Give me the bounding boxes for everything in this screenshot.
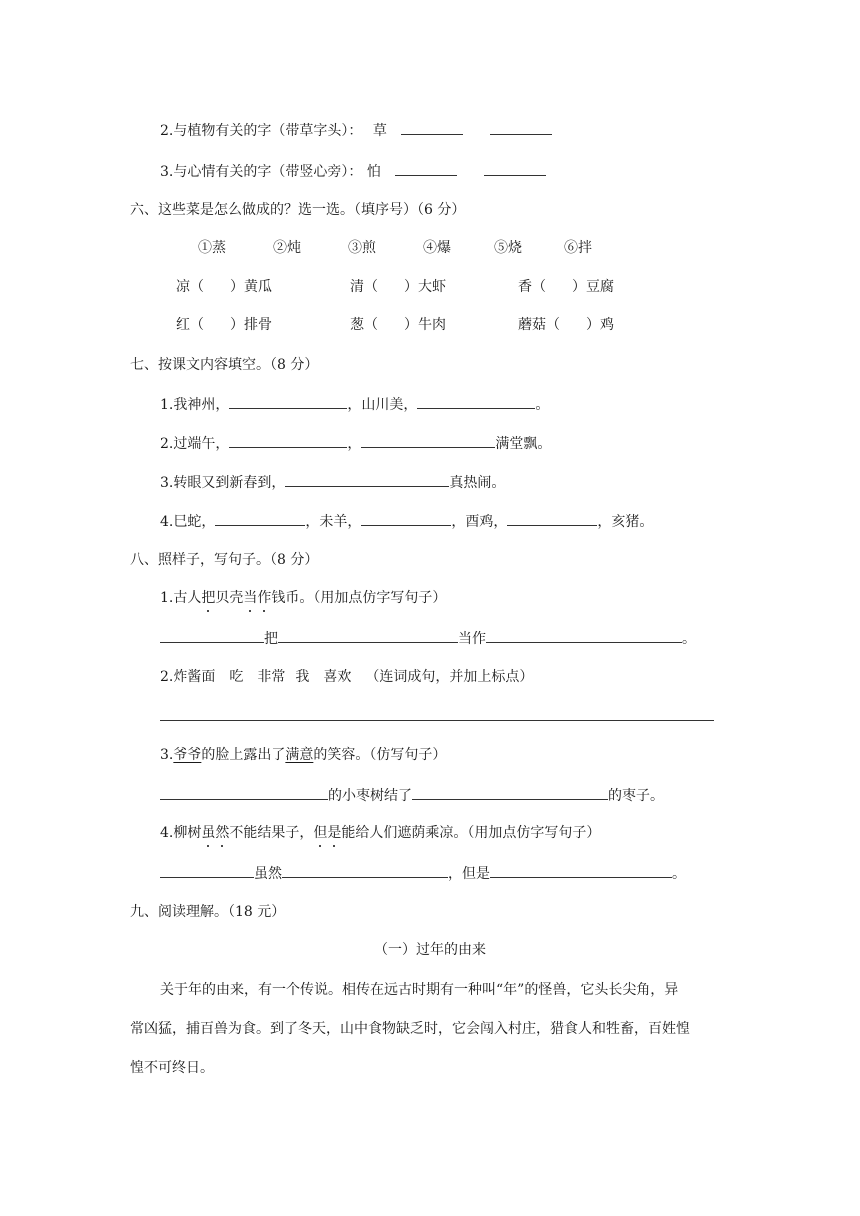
answer-blank[interactable] [412,785,608,800]
answer-blank[interactable] [160,628,264,643]
answer-blank[interactable] [215,511,305,526]
section-7-title: 七、按课文内容填空。（8 分） [130,357,319,373]
reading-paragraph: 惶不可终日。 [130,1060,214,1076]
answer-blank[interactable] [361,511,451,526]
answer-blank[interactable] [229,394,347,409]
dish-row-2 [176,315,614,335]
answer-blank[interactable] [395,161,457,176]
dotted-char: 作 [257,590,272,606]
answer-blank[interactable] [486,628,682,643]
answer-blank[interactable] [229,433,347,448]
dotted-char: 但 [313,825,328,841]
reading-paragraph: 常凶猛，捕百兽为食。到了冬天，山中食物缺乏时，它会闯入村庄，猎食人和牲畜，百姓惶 [130,1021,690,1037]
answer-blank[interactable] [285,472,449,487]
answer-blank[interactable] [417,394,535,409]
option-item: ⑥拌 [564,240,592,256]
sentence-q3-answer: 的小枣树结了 的枣子。 [160,785,664,806]
option-item: ⑤烧 [494,240,522,256]
dotted-char: 然 [215,825,230,841]
reading-title: （一）过年的由来 [374,942,486,958]
dish-item: 红（ ）排骨 [176,317,272,333]
fill-q3: 3.转眼又到新春到， 真热闹。 [160,472,505,493]
answer-blank[interactable] [401,120,463,135]
answer-blank[interactable] [278,628,458,643]
answer-blank[interactable] [361,433,495,448]
answer-blank[interactable] [490,863,672,878]
option-item: ④爆 [423,240,451,256]
cooking-options [198,238,592,258]
dotted-char: 当 [243,590,258,606]
dish-row-1 [176,277,614,297]
underlined-word: 爷爷 [173,747,202,763]
section-6-title: 六、这些菜是怎么做成的？选一选。（填序号）（6 分） [130,202,466,218]
sentence-q1-answer: 把 当作 。 [160,628,696,649]
sec5-item2: 2.与植物有关的字（带草字头）： 草 [160,120,552,141]
fill-q1: 1.我神州， ，山川美， 。 [160,394,549,415]
fill-q4: 4.巳蛇， ，未羊， ，酉鸡， ，亥猪。 [160,511,653,532]
example-char: 怕 [366,164,381,180]
sentence-q3: 3.爷爷的脸上露出了满意的笑容。（仿写句子） [160,747,447,763]
answer-line[interactable] [160,706,714,721]
answer-blank[interactable] [507,511,597,526]
sentence-q1: 1.古人把贝壳当作钱币。（用加点仿字写句子） [160,590,447,606]
sec5-item3: 3.与心情有关的字（带竖心旁）： 怕 [160,161,546,182]
dish-item: 葱（ ）牛肉 [350,317,446,333]
section-8-title: 八、照样子，写句子。（8 分） [130,552,319,568]
answer-blank[interactable] [160,785,328,800]
answer-blank[interactable] [282,863,448,878]
section-9-title: 九、阅读理解。（18 元） [130,904,286,920]
fill-q2: 2.过端午， ， 满堂飘。 [160,433,551,454]
dotted-char: 把 [201,590,216,606]
answer-blank[interactable] [484,161,546,176]
dish-item: 清（ ）大虾 [350,279,446,295]
answer-blank[interactable] [160,863,254,878]
sentence-q4: 4.柳树虽然不能结果子，但是能给人们遮荫乘凉。（用加点仿字写句子） [160,825,601,841]
dish-item: 蘑菇（ ）鸡 [518,317,614,333]
dish-item: 香（ ）豆腐 [518,279,614,295]
dotted-char: 是 [327,825,342,841]
option-item: ③煎 [348,240,376,256]
sentence-q2: 2.炸酱面 吃 非常 我 喜欢 （连词成句，并加上标点） [160,669,534,685]
dish-item: 凉（ ）黄瓜 [176,279,272,295]
sentence-q2-answer [160,706,714,727]
underlined-word: 满意 [285,747,314,763]
option-item: ①蒸 [198,240,226,256]
answer-blank[interactable] [490,120,552,135]
option-item: ②炖 [273,240,301,256]
example-char: 草 [372,123,387,139]
sentence-q4-answer: 虽然 ，但是 。 [160,863,686,884]
dotted-char: 虽 [201,825,216,841]
reading-paragraph: 关于年的由来，有一个传说。相传在远古时期有一种叫“年”的怪兽，它头长尖角，异 [160,982,679,998]
